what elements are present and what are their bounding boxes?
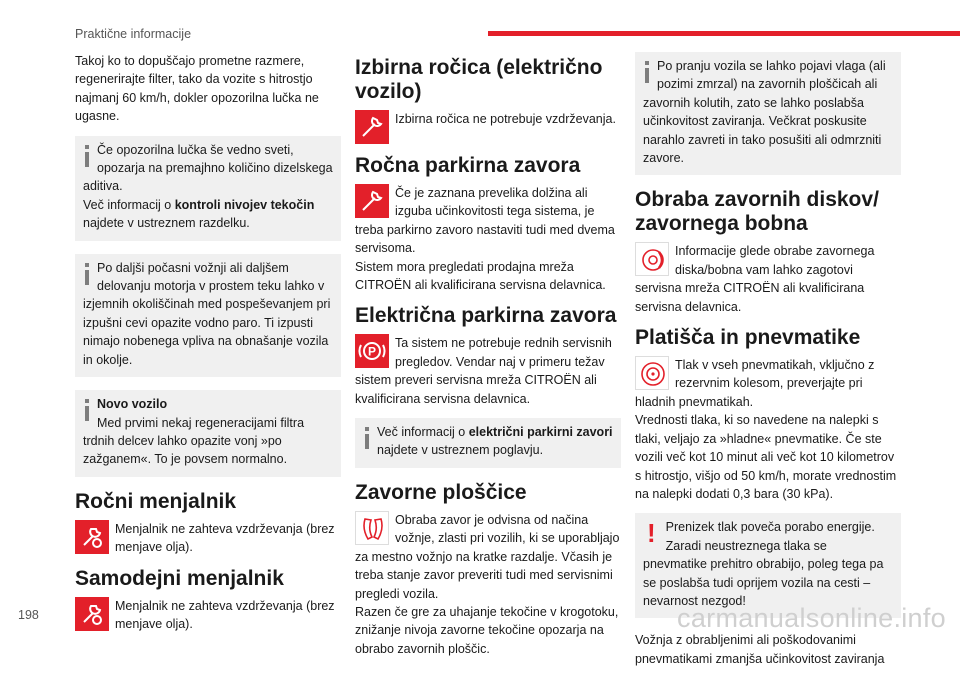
note-title: Novo vozilo (97, 397, 168, 412)
epb-block (355, 334, 621, 408)
wrench-gear-icon (75, 520, 109, 554)
gear-selector-text: Izbirna ročica ne potrebuje vzdrževanja. (395, 112, 616, 126)
note-link-text: kontroli nivojev tekočin (174, 197, 315, 212)
info-icon (85, 399, 89, 421)
warning-text: Prenizek tlak poveča porabo energije. Zaradi neustreznega tlaka se pnevmatike prehitro obrabijo, poleg tega pa se poslabša tudi oprijem vozila na cesti – nevarnost nezgod! (643, 520, 884, 608)
column-3 (635, 52, 901, 678)
page-number: 198 (18, 608, 39, 622)
info-note-steam (75, 254, 341, 377)
brake-pads-icon (355, 511, 389, 545)
handbrake-block (355, 184, 621, 294)
heading-brake-discs: Obraba zavornih diskov/ zavornega bobna (635, 188, 879, 236)
brake-disc-icon (635, 242, 669, 276)
heading-gear-selector: Izbirna ročica (električno vozilo) (355, 56, 603, 103)
epb-text: Ta sistem ne potrebuje rednih servisnih pregledov. Vendar naj v primeru težav sistem preveri servisna mreža CITROËN ali kvalificirana servisna delavnica. (355, 336, 612, 406)
info-note-new-vehicle (75, 390, 341, 477)
warning-icon: ! (647, 518, 656, 549)
tyres-text-2: Vrednosti tlaka, ki so navedene na nalepki s tlaki, veljajo za »hladne« pnevmatike. Če ste vozili več kot 10 minut ali več kot 10 kilometrov s hitrostjo, višjo od 50 km/h, morate vrednostim na nalepki dodati 0,3 bara (30 kPa). (635, 413, 897, 501)
note-text: Več informacij o (83, 197, 175, 212)
automatic-gearbox-block (75, 597, 341, 634)
heading-electric-parking-brake: Električna parkirna zavora (355, 304, 617, 328)
info-icon (85, 145, 89, 167)
heading-wheels-tyres: Platišča in pnevmatike (635, 326, 861, 350)
info-note-moisture (635, 52, 901, 175)
handbrake-text: Če je zaznana prevelika dolžina ali izguba učinkovitosti tega sistema, je treba parkirno zavoro nastaviti tudi med dvema servisoma. (355, 186, 615, 256)
handbrake-text-2: Sistem mora pregledati prodajna mreža CITROËN ali kvalificirana servisna delavnica. (355, 259, 606, 293)
info-icon (365, 427, 369, 449)
info-icon (645, 61, 649, 83)
note-text: Med prvimi nekaj regeneracijami filtra trdnih delcev lahko opazite vonj »po zažganem«. To je povsem normalno. (83, 415, 305, 467)
automatic-gearbox-text: Menjalnik ne zahteva vzdrževanja (brez menjave olja). (115, 598, 335, 631)
parking-brake-icon (355, 334, 389, 368)
brake-discs-block (635, 242, 901, 316)
manual-gearbox-text: Menjalnik ne zahteva vzdrževanja (brez menjave olja). (115, 521, 335, 555)
bottom-paragraph: Vožnja z obrabljenimi ali poškodovanimi pnevmatikami zmanjša učinkovitost zaviranja (635, 633, 885, 666)
heading-handbrake: Ročna parkirna zavora (355, 154, 581, 177)
heading-automatic-gearbox: Samodejni menjalnik (75, 566, 284, 590)
tyres-text: Tlak v vseh pnevmatikah, vključno z rezervnim kolesom, preverjajte pri hladnih pnevmatikah. (635, 358, 875, 409)
note-text: Po pranju vozila se lahko pojavi vlaga (ali pozimi zmrzal) na zavornih ploščicah ali zavornih kolutih, zato se lahko poslabša učinkovitost zaviranja. Večkrat poskusite narahlo zavreti in tako posušiti ali odmrzniti zavore. (643, 59, 886, 166)
note-text: Več informacij o (377, 425, 469, 440)
tyre-icon (635, 356, 669, 390)
note-text: Po daljši počasni vožnji ali daljšem delovanju motorja v prostem teku lahko v izjemnih okoliščinah med pospeševanjem pri izpušni cevi opazite vodno paro. Ti izpusti nimajo nobenega vpliva na obnašanje vozila in okolje. (83, 260, 331, 367)
note-text: najdete v ustreznem razdelku. (83, 216, 250, 231)
brake-pads-text-2: Razen če gre za uhajanje tekočine v krogotoku, znižanje nivoja zavorne tekočine opozarja na obrabo zavornih ploščic. (355, 604, 619, 656)
wrench-icon (355, 184, 389, 218)
header-accent-bar (488, 31, 960, 36)
gear-selector-block (355, 110, 621, 144)
manual-gearbox-block (75, 520, 341, 557)
heading-brake-pads: Zavorne ploščice (355, 480, 527, 504)
wrench-gear-icon (75, 597, 109, 631)
wrench-icon (355, 110, 389, 144)
brake-discs-text: Informacije glede obrabe zavornega diska/bobna vam lahko zagotovi servisna mreža CITROËN ali kvalificirana servisna delavnica. (635, 244, 875, 314)
note-text: najdete v ustreznem poglavju. (377, 443, 544, 458)
column-2 (355, 52, 621, 668)
info-note-epb (355, 418, 621, 468)
column-1 (75, 52, 341, 643)
tyres-block (635, 356, 901, 503)
intro-paragraph: Takoj ko to dopuščajo prometne razmere, regenerirajte filter, tako da vozite s hitrostjo najmanj 60 km/h, dokler opozorilna lučka ne ugasne. (75, 54, 319, 124)
heading-manual-gearbox: Ročni menjalnik (75, 489, 237, 513)
note-text: Če opozorilna lučka še vedno sveti, opozarja na premajhno količino dizelskega aditiva. (83, 142, 333, 194)
svg-text:P: P (367, 344, 377, 359)
note-link-text: električni parkirni zavori (468, 425, 613, 440)
info-note-additive (75, 136, 341, 241)
running-header: Praktične informacije (75, 27, 192, 41)
info-icon (85, 263, 89, 285)
watermark: carmanualsonline.info (677, 603, 946, 633)
brake-pads-block (355, 511, 621, 658)
brake-pads-text: Obraba zavor je odvisna od načina vožnje, zlasti pri vozilih, ki se uporabljajo za mestno vožnjo na kratke razdalje. Včasih je treba stanje zavor preveriti tudi med servisnimi pregledi vozila. (355, 512, 620, 601)
